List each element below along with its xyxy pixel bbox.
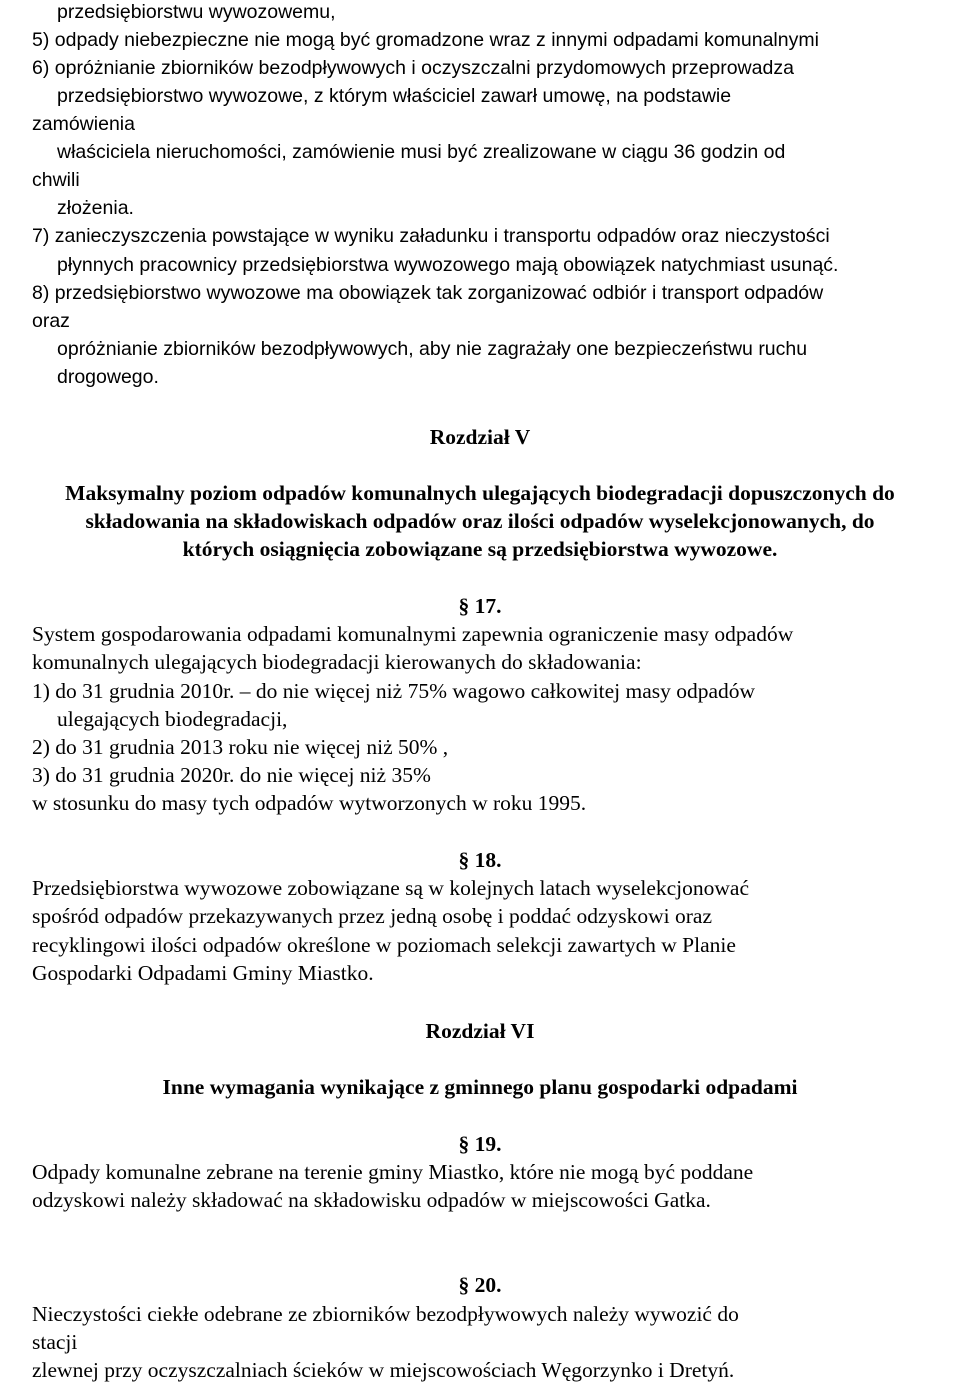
paragraph-line: 1) do 31 grudnia 2010r. – do nie więcej niż 75% wagowo całkowitej masy odpadów — [32, 679, 756, 703]
paragraph-line: Odpady komunalne zebrane na terenie gminy Miastko, które nie mogą być poddane — [32, 1160, 754, 1184]
chapter-title: Rozdział VI — [425, 1019, 535, 1043]
list-item-7-line-1: 7) zanieczyszczenia powstające w wyniku załadunku i transportu odpadów oraz nieczystości — [32, 225, 830, 247]
section-number: § 19. — [458, 1132, 502, 1156]
paragraph-line: Gospodarki Odpadami Gminy Miastko. — [32, 961, 374, 985]
paragraph-line: Nieczystości ciekłe odebrane ze zbiorników bezodpływowych należy wywozić do — [32, 1302, 739, 1326]
list-item-5: 5) odpady niebezpieczne nie mogą być gromadzone wraz z innymi odpadami komunalnymi — [32, 29, 819, 51]
paragraph-line: System gospodarowania odpadami komunalnymi zapewnia ograniczenie masy odpadów — [32, 622, 794, 646]
list-item-7-line-2: płynnych pracownicy przedsiębiorstwa wywozowego mają obowiązek natychmiast usunąć. — [57, 254, 839, 276]
section-number: § 18. — [458, 848, 502, 872]
paragraph-line: w stosunku do masy tych odpadów wytworzonych w roku 1995. — [32, 791, 587, 815]
chapter-heading-line-2: składowania na składowiskach odpadów oraz ilości odpadów wyselekcjonowanych, do — [85, 509, 875, 533]
paragraph-line: spośród odpadów przekazywanych przez jedną osobę i poddać odzyskowi oraz — [32, 904, 713, 928]
section-number: § 17. — [458, 594, 502, 618]
list-item-6-line-2: przedsiębiorstwo wywozowe, z którym właściciel zawarł umowę, na podstawie — [57, 85, 732, 107]
list-item-6-line-5: chwili — [32, 169, 80, 191]
paragraph-line: recyklingowi ilości odpadów określone w poziomach selekcji zawartych w Planie — [32, 933, 736, 957]
section-number: § 20. — [458, 1273, 502, 1297]
chapter-heading-line-1: Maksymalny poziom odpadów komunalnych ulegających biodegradacji dopuszczonych do — [65, 481, 895, 505]
list-item-8-line-1: 8) przedsiębiorstwo wywozowe ma obowiązek tak zorganizować odbiór i transport odpadów — [32, 282, 824, 304]
list-item-8-line-3: opróżnianie zbiorników bezodpływowych, aby nie zagrażały one bezpieczeństwu ruchu — [57, 338, 808, 360]
paragraph-line: komunalnych ulegających biodegradacji kierowanych do składowania: — [32, 650, 642, 674]
paragraph-line: 3) do 31 grudnia 2020r. do nie więcej niż 35% — [32, 763, 431, 787]
chapter-heading: Inne wymagania wynikające z gminnego planu gospodarki odpadami — [162, 1075, 798, 1099]
list-item-6-line-1: 6) opróżnianie zbiorników bezodpływowych i oczyszczalni przydomowych przeprowadza — [32, 57, 794, 79]
chapter-title: Rozdział V — [429, 425, 531, 449]
paragraph-line: Przedsiębiorstwa wywozowe zobowiązane są w kolejnych latach wyselekcjonować — [32, 876, 750, 900]
list-item-6-line-3: zamówienia — [32, 113, 135, 135]
paragraph-line: odzyskowi należy składować na składowisku odpadów w miejscowości Gatka. — [32, 1188, 711, 1212]
paragraph-line: zlewnej przy oczyszczalniach ścieków w miejscowościach Węgorzynko i Dretyń. — [32, 1358, 735, 1382]
paragraph-line: 2) do 31 grudnia 2013 roku nie więcej niż 50% , — [32, 735, 449, 759]
chapter-heading-line-3: których osiągnięcia zobowiązane są przedsiębiorstwa wywozowe. — [182, 537, 778, 561]
item-continuation-line: przedsiębiorstwu wywozowemu, — [57, 1, 336, 23]
paragraph-line: ulegających biodegradacji, — [57, 707, 288, 731]
list-item-6-line-6: złożenia. — [57, 197, 134, 219]
list-item-8-line-4: drogowego. — [57, 366, 159, 388]
list-item-6-line-4: właściciela nieruchomości, zamówienie musi być zrealizowane w ciągu 36 godzin od — [57, 141, 786, 163]
paragraph-line: stacji — [32, 1330, 78, 1354]
list-item-8-line-2: oraz — [32, 310, 70, 332]
